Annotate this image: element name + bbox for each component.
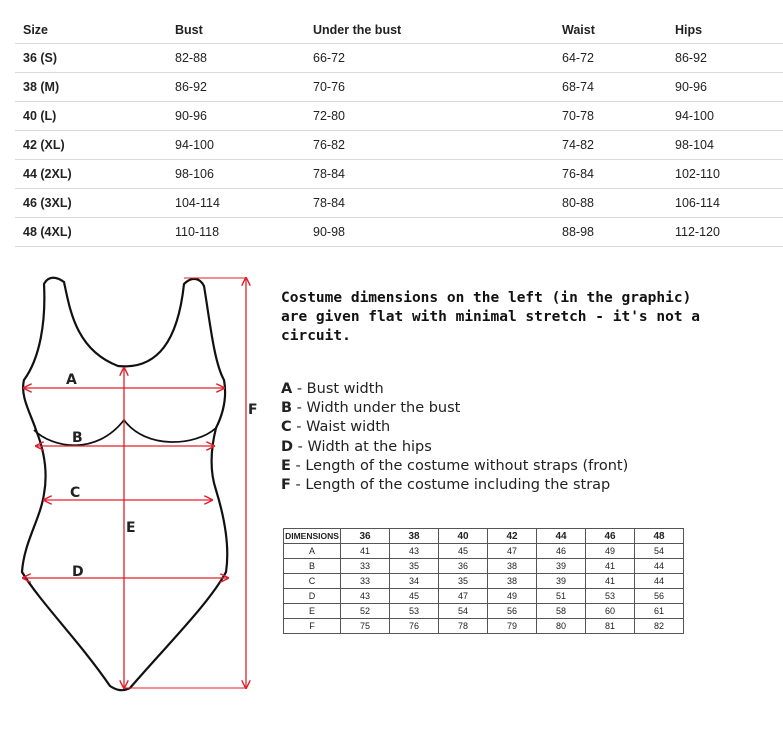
table-row xyxy=(15,218,783,247)
legend-item xyxy=(281,457,628,476)
size-cell: 42 (XL) xyxy=(15,131,167,160)
dimension-value: 56 xyxy=(488,604,537,619)
dimensions-size-header: 36 xyxy=(341,529,390,544)
bust-cell: 94-100 xyxy=(167,131,305,160)
header-bust: Bust xyxy=(167,16,305,44)
legend-key: F xyxy=(281,477,291,494)
table-row xyxy=(284,544,684,559)
note-line: Costume dimensions on the left (in the graphic) xyxy=(281,290,692,306)
dimensions-note xyxy=(281,289,721,346)
hips-cell: 90-96 xyxy=(667,73,783,102)
under-bust-cell: 66-72 xyxy=(305,44,554,73)
dimension-value: 44 xyxy=(635,559,684,574)
legend-item xyxy=(281,438,628,457)
legend-text: - Waist width xyxy=(291,419,391,436)
dimension-label: E xyxy=(284,604,341,619)
dimension-value: 41 xyxy=(586,574,635,589)
table-row xyxy=(15,73,783,102)
dimension-value: 35 xyxy=(390,559,439,574)
dimensions-size-header: 38 xyxy=(390,529,439,544)
hips-cell: 102-110 xyxy=(667,160,783,189)
dimension-value: 78 xyxy=(439,619,488,634)
label-c: C xyxy=(70,485,81,501)
legend-text: - Length of the costume without straps (front) xyxy=(290,457,629,474)
dimension-value: 52 xyxy=(341,604,390,619)
dimensions-size-header: 42 xyxy=(488,529,537,544)
dimension-value: 79 xyxy=(488,619,537,634)
dimension-value: 39 xyxy=(537,559,586,574)
under-bust-cell: 76-82 xyxy=(305,131,554,160)
measurement-legend xyxy=(281,380,628,495)
note-line: are given flat with minimal stretch - it's not a xyxy=(281,309,701,325)
legend-key: C xyxy=(281,419,292,436)
dimension-value: 76 xyxy=(390,619,439,634)
dimension-label: A xyxy=(284,544,341,559)
dimension-value: 47 xyxy=(488,544,537,559)
dimension-value: 80 xyxy=(537,619,586,634)
dimensions-size-header: 44 xyxy=(537,529,586,544)
size-chart-table xyxy=(15,16,783,247)
dimension-value: 51 xyxy=(537,589,586,604)
dimension-value: 43 xyxy=(390,544,439,559)
label-a: A xyxy=(66,372,77,388)
waist-cell: 74-82 xyxy=(554,131,667,160)
dimension-value: 45 xyxy=(439,544,488,559)
under-bust-cell: 70-76 xyxy=(305,73,554,102)
dimensions-header-label: DIMENSIONS xyxy=(284,529,341,544)
size-chart-header-row xyxy=(15,16,783,44)
under-bust-cell: 78-84 xyxy=(305,189,554,218)
legend-key: D xyxy=(281,438,294,455)
legend-text: - Bust width xyxy=(292,381,384,397)
dimension-value: 41 xyxy=(341,544,390,559)
dimension-value: 75 xyxy=(341,619,390,634)
dimensions-size-header: 48 xyxy=(635,529,684,544)
table-row xyxy=(15,160,783,189)
dimension-value: 47 xyxy=(439,589,488,604)
dimension-value: 33 xyxy=(341,574,390,589)
dimension-value: 60 xyxy=(586,604,635,619)
waist-cell: 64-72 xyxy=(554,44,667,73)
dimension-value: 49 xyxy=(488,589,537,604)
dimension-value: 56 xyxy=(635,589,684,604)
dimension-value: 38 xyxy=(488,559,537,574)
dimension-value: 54 xyxy=(635,544,684,559)
hips-cell: 86-92 xyxy=(667,44,783,73)
bust-cell: 98-106 xyxy=(167,160,305,189)
dimension-value: 82 xyxy=(635,619,684,634)
dimension-value: 81 xyxy=(586,619,635,634)
table-row xyxy=(15,131,783,160)
header-size: Size xyxy=(15,16,167,44)
header-under-bust: Under the bust xyxy=(305,16,554,44)
dimension-value: 46 xyxy=(537,544,586,559)
legend-text: - Width under the bust xyxy=(292,400,461,417)
legend-item xyxy=(281,380,628,399)
legend-item xyxy=(281,418,628,437)
dimension-label: F xyxy=(284,619,341,634)
table-row xyxy=(284,574,684,589)
table-row xyxy=(15,44,783,73)
hips-cell: 106-114 xyxy=(667,189,783,218)
dimension-value: 54 xyxy=(439,604,488,619)
waist-cell: 76-84 xyxy=(554,160,667,189)
bust-cell: 90-96 xyxy=(167,102,305,131)
dimension-value: 39 xyxy=(537,574,586,589)
header-hips: Hips xyxy=(667,16,783,44)
dimensions-table xyxy=(283,528,684,634)
label-e: E xyxy=(126,520,136,536)
size-cell: 48 (4XL) xyxy=(15,218,167,247)
table-row xyxy=(284,559,684,574)
note-line: circuit. xyxy=(281,328,351,344)
dimension-value: 53 xyxy=(390,604,439,619)
size-cell: 46 (3XL) xyxy=(15,189,167,218)
dimension-value: 41 xyxy=(586,559,635,574)
bust-cell: 86-92 xyxy=(167,73,305,102)
hips-cell: 112-120 xyxy=(667,218,783,247)
size-cell: 36 (S) xyxy=(15,44,167,73)
legend-text: - Width at the hips xyxy=(293,438,432,455)
table-row xyxy=(284,589,684,604)
bust-cell: 104-114 xyxy=(167,189,305,218)
dimension-value: 38 xyxy=(488,574,537,589)
dimension-value: 33 xyxy=(341,559,390,574)
table-row xyxy=(284,619,684,634)
waist-cell: 68-74 xyxy=(554,73,667,102)
legend-key: B xyxy=(281,400,293,417)
dimension-value: 44 xyxy=(635,574,684,589)
dimension-value: 45 xyxy=(390,589,439,604)
dimensions-size-header: 40 xyxy=(439,529,488,544)
underbust-seam xyxy=(34,420,216,445)
table-row xyxy=(284,604,684,619)
dimensions-size-header: 46 xyxy=(586,529,635,544)
dimension-value: 58 xyxy=(537,604,586,619)
waist-cell: 80-88 xyxy=(554,189,667,218)
waist-cell: 70-78 xyxy=(554,102,667,131)
dimension-label: B xyxy=(284,559,341,574)
dimension-value: 61 xyxy=(635,604,684,619)
under-bust-cell: 90-98 xyxy=(305,218,554,247)
label-b: B xyxy=(72,430,83,446)
swimsuit-measurement-diagram xyxy=(0,262,270,702)
legend-item xyxy=(281,476,628,495)
size-cell: 44 (2XL) xyxy=(15,160,167,189)
legend-item xyxy=(281,399,628,418)
header-waist: Waist xyxy=(554,16,667,44)
size-cell: 38 (M) xyxy=(15,73,167,102)
dimension-value: 35 xyxy=(439,574,488,589)
dimension-value: 49 xyxy=(586,544,635,559)
size-cell: 40 (L) xyxy=(15,102,167,131)
dimension-label: C xyxy=(284,574,341,589)
table-row xyxy=(15,189,783,218)
under-bust-cell: 72-80 xyxy=(305,102,554,131)
label-f: F xyxy=(248,402,258,418)
dimension-value: 43 xyxy=(341,589,390,604)
dimension-value: 36 xyxy=(439,559,488,574)
dimension-value: 53 xyxy=(586,589,635,604)
table-row xyxy=(15,102,783,131)
label-d: D xyxy=(72,564,84,580)
under-bust-cell: 78-84 xyxy=(305,160,554,189)
waist-cell: 88-98 xyxy=(554,218,667,247)
hips-cell: 94-100 xyxy=(667,102,783,131)
dimension-value: 34 xyxy=(390,574,439,589)
dimension-label: D xyxy=(284,589,341,604)
dimensions-header-row xyxy=(284,529,684,544)
bust-cell: 110-118 xyxy=(167,218,305,247)
legend-key: A xyxy=(281,381,293,397)
legend-key: E xyxy=(281,457,291,474)
bust-cell: 82-88 xyxy=(167,44,305,73)
legend-text: - Length of the costume including the strap xyxy=(290,477,611,494)
hips-cell: 98-104 xyxy=(667,131,783,160)
